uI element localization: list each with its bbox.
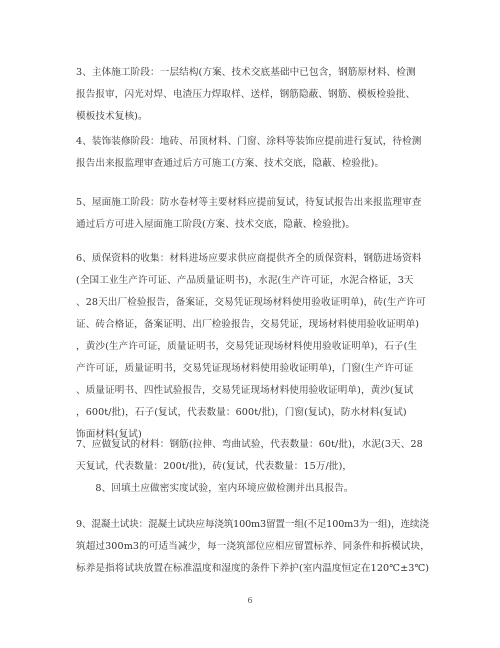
paragraph-main-structure-stage <box>76 62 433 128</box>
text-line: 7、应做复试的材料：钢筋(拉伸、弯曲试验，代表数量：60t/批)，水泥(3天、28 <box>76 439 423 450</box>
page-number: 6 <box>247 596 253 605</box>
text-line: 、28天出厂检验报告，备案证，交易凭证现场材料使用验收证明单)，砖(生产许可 <box>76 297 426 308</box>
text-line: 6、质保资料的收集：材料进场应要求供应商提供齐全的质保资料，钢筋进场资料 <box>76 253 422 264</box>
text-line: 、质量证明书、四性试验报告，交易凭证现场材料使用验收证明单)，黄沙(复试 <box>76 385 414 396</box>
text-line: 标养是指将试块放置在标准温度和湿度的条件下养护(室内温度恒定在120℃±3℃) <box>76 563 430 574</box>
text-line: 4、装饰装修阶段：地砖、吊顶材料、门窗、涂料等装饰应提前进行复试，待检测 <box>76 136 422 147</box>
paragraph-decoration-stage <box>76 131 433 175</box>
text-line: 9、混凝土试块：混凝土试块应每浇筑100m3留置一组(不足100m3为一组)，连续浇 <box>76 519 429 530</box>
text-line: 天复试，代表数量：200t/批)，砖(复试，代表数量：15万/批)， <box>76 461 353 472</box>
text-line: 饰面材料(复试) <box>76 429 142 440</box>
text-line: (全国工业生产许可证、产品质量证明书)，水泥(生产许可证，水泥合格证，3天 <box>76 275 414 286</box>
paragraph-retest-materials <box>76 434 433 500</box>
text-line: 筑超过300m3的可适当减少，每一浇筑部位应相应留置标养、同条件和拆模试块， <box>76 541 430 552</box>
text-line: 模板技术复核)。 <box>76 111 148 122</box>
text-line: 产许可证，质量证明书，交易凭证现场材料使用验收证明单)，门窗(生产许可证 <box>76 363 414 374</box>
paragraph-concrete-specimens <box>76 514 433 580</box>
text-line: 报告报审，闪光对焊、电渣压力焊取样、送样，钢筋隐蔽、钢筋、模板检验批、 <box>76 89 416 100</box>
text-line: 5、屋面施工阶段：防水卷材等主要材料应提前复试，待复试报告出来报监理审查 <box>76 197 422 208</box>
paragraph-roof-stage <box>76 192 433 236</box>
text-line: 报告出来报监理审查通过后方可施工(方案、技术交底，隐蔽、检验批)。 <box>76 158 385 169</box>
text-line: 证、砖合格证，备案证明、出厂检验报告，交易凭证，现场材料使用验收证明单) <box>76 319 420 330</box>
text-line: 3、主体施工阶段：一层结构(方案、技术交底基础中已包含，钢筋原材料、检测 <box>76 67 416 78</box>
text-line: 8、回填土应做密实度试验，室内环境应做检测并出具报告。 <box>76 483 354 494</box>
text-line: 通过后方可进入屋面施工阶段(方案、技术交底，隐蔽、检验批)。 <box>76 219 356 230</box>
text-line: ，600t/批)，石子(复试，代表数量：600t/批)，门窗(复试)，防水材料(复试) <box>76 407 407 418</box>
text-line: ，黄沙(生产许可证，质量证明书，交易凭证现场材料使用验收证明单)，石子(生 <box>76 341 418 352</box>
paragraph-quality-documents <box>76 248 433 446</box>
